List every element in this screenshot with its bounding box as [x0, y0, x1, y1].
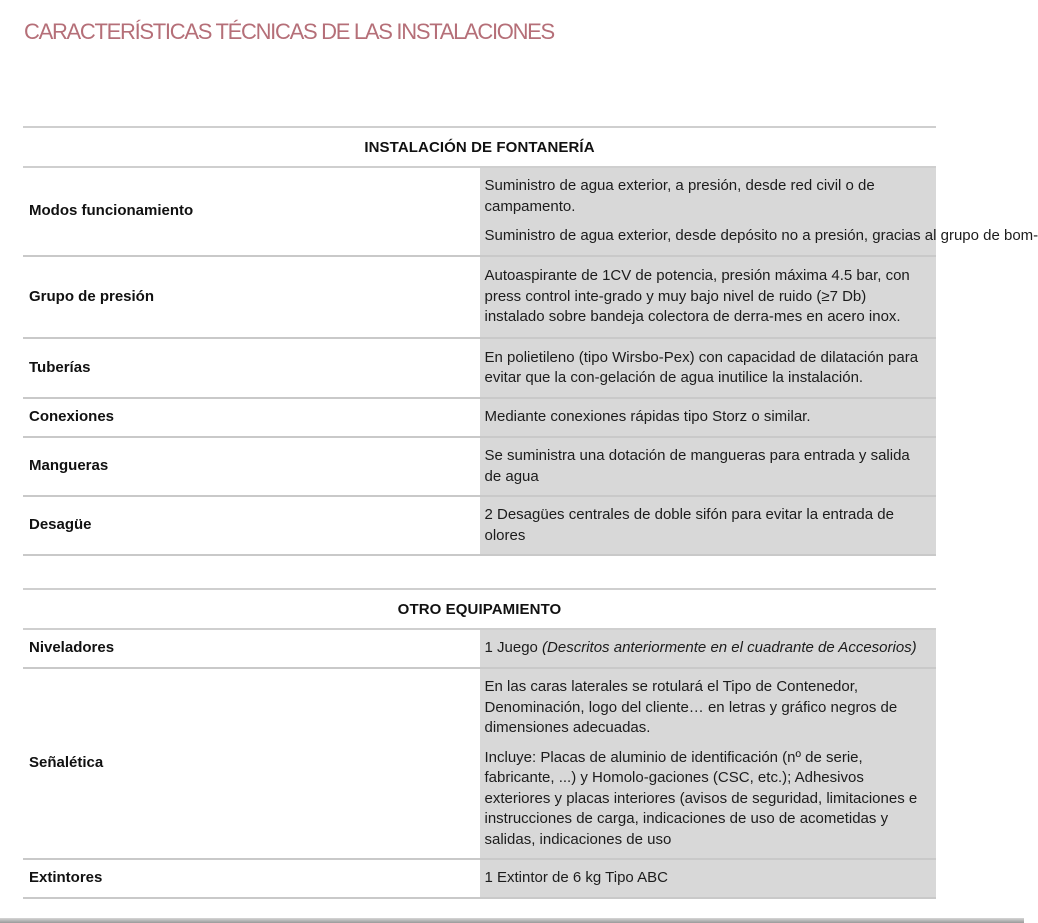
value-line — [485, 638, 927, 659]
row-value — [480, 859, 937, 898]
value-line: Suministro de agua exterior, desde depósito no a presión, gracias al grupo de bom- — [484, 227, 1038, 245]
value-line: Se suministra una dotación de mangueras para entrada y salida de agua — [484, 447, 910, 485]
row-label: Tuberías — [23, 338, 480, 398]
row-label: Modos funcionamiento — [23, 167, 480, 256]
value-line: 2 Desagües centrales de doble sifón para evitar la entrada de olores — [484, 506, 894, 544]
row-value — [480, 496, 937, 555]
row-label: Grupo de presión — [23, 256, 480, 338]
row-value — [480, 338, 937, 398]
row-value — [480, 256, 937, 338]
value-line: Mediante conexiones rápidas tipo Storz o similar. — [484, 408, 811, 426]
row-label: Extintores — [23, 859, 480, 898]
other-equipment-table — [23, 588, 936, 899]
value-line: Incluye: Placas de aluminio de identificación (nº de serie, fabricante, ...) y Homolo-gaciones (CSC, etc.); Adhesivos exteriores y placas interiores (avisos de seguridad, limitaciones e instrucciones de carga, indicaciones de uso de acometidas y salidas, indicaciones de uso — [484, 748, 918, 848]
value-line: 1 Extintor de 6 kg Tipo ABC — [484, 869, 668, 887]
row-label: Niveladores — [23, 629, 480, 668]
value-line: Suministro de agua exterior, a presión, desde red civil o de campamento. — [484, 177, 875, 215]
table-row — [23, 859, 936, 898]
bottom-edge-divider — [0, 918, 1024, 923]
table-row — [23, 256, 936, 338]
value-line: En las caras laterales se rotulará el Tipo de Contenedor, Denominación, logo del cliente… en letras y gráfico negros de dimensiones adecuadas. — [484, 678, 898, 736]
row-value — [480, 398, 937, 437]
table-row — [23, 629, 936, 668]
row-label: Señalética — [23, 668, 480, 859]
value-line: En polietileno (tipo Wirsbo-Pex) con capacidad de dilatación para evitar que la con-gelación de agua inutilice la instalación. — [484, 348, 919, 386]
table-row — [23, 167, 936, 256]
section-heading: INSTALACIÓN DE FONTANERÍA — [23, 127, 936, 167]
value-line: Autoaspirante de 1CV de potencia, presión máxima 4.5 bar, con press control inte-grado y muy bajo nivel de ruido (≥7 Db) instalado sobre bandeja colectora de derra-mes en acero inox. — [484, 267, 910, 326]
table-header-row — [23, 589, 936, 629]
table-row — [23, 398, 936, 437]
row-value — [480, 167, 1038, 256]
row-label: Mangueras — [23, 437, 480, 496]
row-value — [480, 437, 937, 496]
row-label: Conexiones — [23, 398, 480, 437]
row-value — [480, 629, 937, 668]
table-row — [23, 437, 936, 496]
table-row — [23, 496, 936, 555]
row-label: Desagüe — [23, 496, 480, 555]
value-plain: 1 Juego — [484, 639, 543, 657]
page-title: CARACTERÍSTICAS TÉCNICAS DE LAS INSTALACIONES — [24, 19, 554, 44]
plumbing-installation-table — [23, 126, 1038, 556]
row-value — [480, 668, 937, 859]
table-header-row — [23, 127, 936, 167]
section-heading: OTRO EQUIPAMIENTO — [23, 589, 936, 629]
value-italic-note: (Descritos anteriormente en el cuadrante de Accesorios) — [542, 639, 917, 657]
table-row — [23, 668, 936, 859]
table-row — [23, 338, 936, 398]
